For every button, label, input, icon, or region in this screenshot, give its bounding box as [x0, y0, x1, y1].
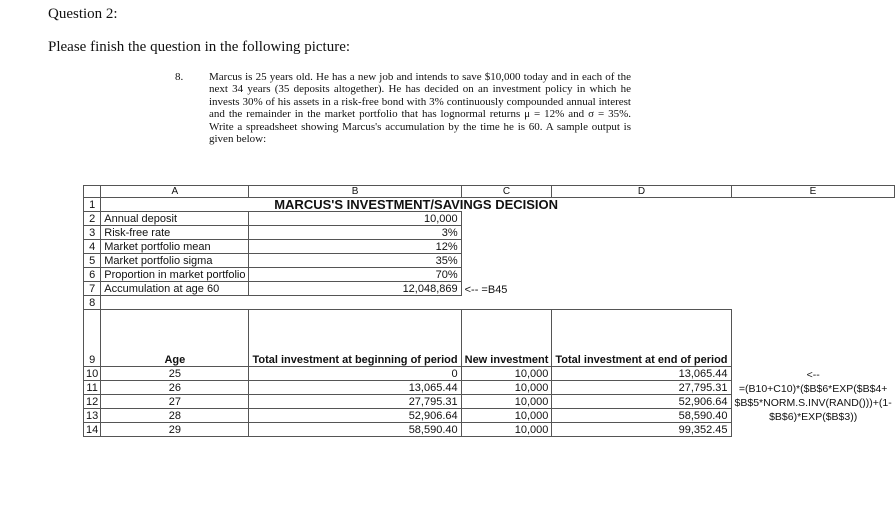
- table-row: [84, 381, 895, 395]
- column-header-a: A: [101, 186, 249, 198]
- age-cell: 28: [101, 409, 249, 423]
- table-row: [84, 423, 895, 437]
- empty-cell: [461, 212, 895, 226]
- begin-cell: 58,590.40: [249, 423, 461, 437]
- param-row: [84, 282, 895, 296]
- column-header-c: C: [461, 186, 552, 198]
- new-cell: 10,000: [461, 395, 552, 409]
- param-value: 12%: [249, 240, 461, 254]
- end-cell: 58,590.40: [552, 409, 731, 423]
- row-number: 11: [84, 381, 101, 395]
- column-header-b: B: [249, 186, 461, 198]
- row-number: 1: [84, 198, 101, 212]
- formula-arrow: <--: [806, 368, 820, 381]
- begin-cell: 0: [249, 367, 461, 381]
- row-number: 8: [84, 296, 101, 310]
- row-number: 14: [84, 423, 101, 437]
- table-row: [84, 367, 895, 381]
- question-title: Question 2:: [48, 6, 118, 22]
- empty-cell: [461, 226, 895, 240]
- param-label: Accumulation at age 60: [101, 282, 249, 296]
- begin-cell: 27,795.31: [249, 395, 461, 409]
- question-instruction: Please finish the question in the following picture:: [48, 39, 351, 55]
- param-row: [84, 254, 895, 268]
- header-new-investment: New investment: [461, 310, 552, 367]
- empty-cell: [101, 296, 895, 310]
- header-age: Age: [101, 310, 249, 367]
- param-label: Risk-free rate: [101, 226, 249, 240]
- param-row: [84, 212, 895, 226]
- empty-cell: [461, 254, 895, 268]
- row-number: 9: [84, 310, 101, 367]
- empty-cell: [731, 198, 895, 212]
- data-header-row: [84, 310, 895, 367]
- param-value: 70%: [249, 268, 461, 282]
- accumulation-note: <-- =B45: [464, 283, 508, 296]
- param-value: 3%: [249, 226, 461, 240]
- new-cell: 10,000: [461, 367, 552, 381]
- row-number: 13: [84, 409, 101, 423]
- title-row: [84, 198, 895, 212]
- sheet-title: MARCUS'S INVESTMENT/SAVINGS DECISION: [274, 197, 559, 212]
- empty-cell: [461, 268, 895, 282]
- param-label: Market portfolio sigma: [101, 254, 249, 268]
- formula-line-2: $B$5*NORM.S.INV(RAND()))+(1-: [734, 396, 892, 409]
- begin-cell: 13,065.44: [249, 381, 461, 395]
- header-total-end: Total investment at end of period: [552, 310, 731, 367]
- begin-cell: 52,906.64: [249, 409, 461, 423]
- formula-line-1: =(B10+C10)*($B$6*EXP($B$4+: [738, 382, 888, 395]
- column-header-row: [84, 186, 895, 198]
- age-cell: 26: [101, 381, 249, 395]
- new-cell: 10,000: [461, 409, 552, 423]
- row-number: 6: [84, 268, 101, 282]
- end-cell: 13,065.44: [552, 367, 731, 381]
- new-cell: 10,000: [461, 381, 552, 395]
- param-row: [84, 240, 895, 254]
- param-value: 35%: [249, 254, 461, 268]
- age-cell: 27: [101, 395, 249, 409]
- end-cell: 27,795.31: [552, 381, 731, 395]
- param-value: 12,048,869: [249, 282, 461, 296]
- row-number: 12: [84, 395, 101, 409]
- problem-text: Marcus is 25 years old. He has a new job and intends to save $10,000 today and in each of the next 34 years (35 deposits altogether). He has decided on an investment policy in which he invests 30% of his assets in a risk-free bond with 3% continuously compounded annual interest and the remainder in the market portfolio that has lognormal returns μ = 12% and σ = 35%. Write a spreadsheet showing Marcus's accumulation by the time he is 60. A sample output is given below:: [209, 71, 631, 146]
- empty-cell: [461, 240, 895, 254]
- column-header-e: E: [731, 186, 895, 198]
- row-number: 7: [84, 282, 101, 296]
- empty-cell: [731, 423, 895, 437]
- table-row: [84, 409, 895, 423]
- param-label: Annual deposit: [101, 212, 249, 226]
- param-value: 10,000: [249, 212, 461, 226]
- spreadsheet: [83, 185, 895, 437]
- row-number: 2: [84, 212, 101, 226]
- header-total-begin: Total investment at beginning of period: [249, 310, 461, 367]
- column-header-d: D: [552, 186, 731, 198]
- new-cell: 10,000: [461, 423, 552, 437]
- age-cell: 25: [101, 367, 249, 381]
- row-number: 5: [84, 254, 101, 268]
- param-row: [84, 268, 895, 282]
- param-label: Market portfolio mean: [101, 240, 249, 254]
- row-number: 10: [84, 367, 101, 381]
- row-number: 3: [84, 226, 101, 240]
- problem-number: 8.: [175, 71, 184, 83]
- end-cell: 99,352.45: [552, 423, 731, 437]
- empty-cell: [731, 310, 895, 367]
- table-row: [84, 395, 895, 409]
- row-number: 4: [84, 240, 101, 254]
- formula-line-3: $B$6)*EXP($B$3)): [769, 410, 858, 423]
- age-cell: 29: [101, 423, 249, 437]
- param-row: [84, 226, 895, 240]
- param-label: Proportion in market portfolio: [101, 268, 249, 282]
- end-cell: 52,906.64: [552, 395, 731, 409]
- empty-row: [84, 296, 895, 310]
- corner-cell: [84, 186, 101, 198]
